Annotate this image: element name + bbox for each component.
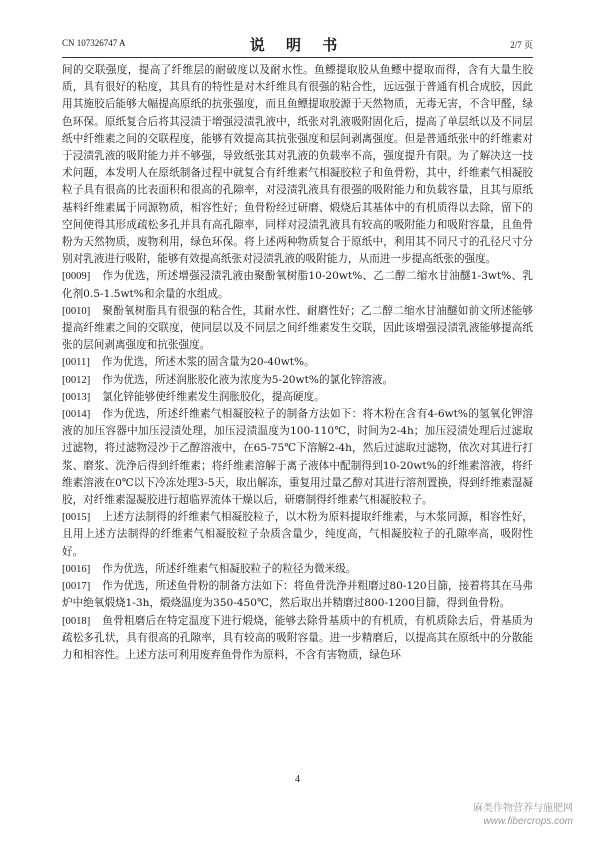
paragraph-0010 [62, 303, 533, 355]
paragraph-0012 [62, 372, 533, 389]
paragraph-text: 氯化锌能够使纤维素发生润胀胶化，提高硬度。 [102, 390, 325, 403]
paragraph-number: [0012] [62, 374, 91, 386]
paragraph-text: 上述方法制得的纤维素气相凝胶粒子，以木粉为原料提取纤维素，与木浆同源，相容性好，且用上述方法制得的纤维素气相凝胶粒子杂质含量少，纯度高，气相凝胶粒子的孔隙率高，吸附性好。 [62, 511, 533, 558]
paragraph-text: 作为优选，所述纤维素气相凝胶粒子的制备方法如下：将木粉在含有4-6wt%的氢氧化钾溶液的加压容器中加压浸渍处理，加压浸渍温度为100-110℃，时间为2-4h；加压浸渍处理后过滤取过滤物，将过滤物浸沙于乙醇溶液中，在65-75℃下溶解2-4h，然后过滤取过滤物，依次对其进行打浆、磨浆、洗浄后得到纤维素；将纤维素溶解于离子液体中配制得到10-20wt%的纤维素溶液，将纤维素溶液在0℃以下冷冻处理3-5天，取出解冻，重复用过量乙醇对其进行溶剂置换，得到纤维素湿凝胶，对纤维素湿凝胶进行超临界流体干燥以后，研磨制得纤维素气相凝胶粒子。 [62, 408, 533, 507]
paragraph-number: [0013] [62, 391, 91, 403]
paragraph-0016 [62, 561, 533, 578]
paragraph-text: 作为优选，所述润胀胶化液为浓度为5-20wt%的氯化锌溶液。 [102, 373, 394, 386]
paragraph-number: [0016] [62, 563, 91, 575]
paragraph-text: 作为优选，所述木浆的固含量为20-40wt%。 [101, 356, 315, 369]
paragraph-number: [0015] [62, 512, 91, 524]
page-number: 4 [295, 774, 300, 785]
document-title: 说 明 书 [249, 36, 346, 54]
paragraph-number: [0014] [62, 409, 91, 421]
paragraph-number: [0018] [62, 615, 91, 627]
site-watermark [473, 802, 573, 828]
paragraph-continued: 间的交联强度，提高了纤维层的耐破度以及耐水性。鱼鳔提取胶从鱼鳔中提取而得，含有大量生胶质，具有很好的粘度，其具有的特性是对木纤维具有很强的粘合性，远远强于普通有机合成胶，因此用其施胶后能够大幅提高原纸的抗张强度，而且鱼鳔提取胶源于天然物质，无毒无害，不含甲醛，绿色环保。原纸复合后将其浸渍于增强浸渍乳液中，纸张对乳液吸附固化后，提高了单层纸以及不同层纸中纤维素之间的交联程度，能够有效提高其抗张强度和层间剥离强度。但是普通纸张中的纤维素对于浸渍乳液的吸附能力并不够强，导致纸张其对乳液的负载率不高，强度提升有限。为了解决这一技术问题，本发明人在原纸制备过程中就复合有纤维素气相凝胶粒子和鱼骨粉，其中，纤维素气相凝胶粒子具有很高的比表面积和很高的孔隙率，对浸渍乳液具有很强的吸附能力和负载容量，且其与原纸基料纤维素属于同源物质，相容性好；鱼骨粉经过研磨、煅烧后其基体中的有机质得以去除，留下的空间使得其形成疏松多孔并具有高孔隙率，同样对浸渍乳液具有较高的吸附能力和吸附容量，且鱼骨粉为天然物质，废物利用，绿色环保。将上述两种物质复合于原纸中，利用其不同尺寸的孔径尺寸分别对乳液进行吸附，能够有效提高纸张对浸渍乳液的吸附能力，从而进一步提高纸张的强度。 [62, 64, 533, 266]
paragraph-text: 作为优选，所述鱼骨粉的制备方法如下：将鱼骨洗浄并粗磨过80-120目篩，接着将其在马弗炉中绝氧煅烧1-3h，煅烧温度为350-450℃，然后取出并精磨过800-1200目篩，得到鱼骨粉。 [62, 580, 533, 610]
document-body [62, 62, 533, 664]
page-counter: 2/7 页 [510, 40, 533, 50]
watermark-url: www.fibercrops.com [483, 816, 573, 827]
paragraph-number: [0010] [62, 305, 91, 317]
paragraph-number: [0009] [62, 271, 91, 283]
paragraph-0011 [62, 354, 533, 371]
patent-number: CN 107326747 A [62, 38, 126, 48]
paragraph-number: [0011] [62, 357, 90, 369]
paragraph-0018 [62, 613, 533, 665]
paragraph-0013 [62, 389, 533, 406]
header-divider [62, 57, 533, 58]
paragraph-text: 鱼骨粗磨后在特定温度下进行煅烧，能够去除骨基质中的有机质，有机质除去后，骨基质为疏松多孔状，具有很高的孔隙率，具有较高的吸附容量。进一步精磨后，以提高其在原纸中的分散能力和相容性。上述方法可利用废弃鱼骨作为原料，不含有害物质，绿色环 [62, 614, 533, 661]
paragraph-0017 [62, 578, 533, 612]
paragraph-0009 [62, 268, 533, 302]
paragraph-number: [0017] [62, 581, 91, 593]
watermark-site-name: 麻类作物营养与施肥网 [473, 803, 573, 814]
paragraph-0014 [62, 406, 533, 509]
paragraph-text: 作为优选，所述增强浸渍乳液由聚酚氧树脂10-20wt%、乙二醇二缩水甘油醚1-3wt%、乳化剂0.5-1.5wt%和余量的水组成。 [62, 270, 533, 300]
paragraph-0015 [62, 509, 533, 561]
page-header [62, 34, 533, 54]
paragraph-text: 作为优选，所述纤维素气相凝胶粒子的粒径为微米级。 [102, 562, 357, 575]
paragraph-text: 聚酚氧树脂具有很强的粘合性，其耐水性、耐磨性好；乙二醇二缩水甘油醚如前文所述能够提高纤维素之间的交联度，使同层以及不同层之间纤维素发生交联，因此该增强浸渍乳液能够提高纸张的层间剥离强度和抗张强度。 [62, 304, 533, 352]
